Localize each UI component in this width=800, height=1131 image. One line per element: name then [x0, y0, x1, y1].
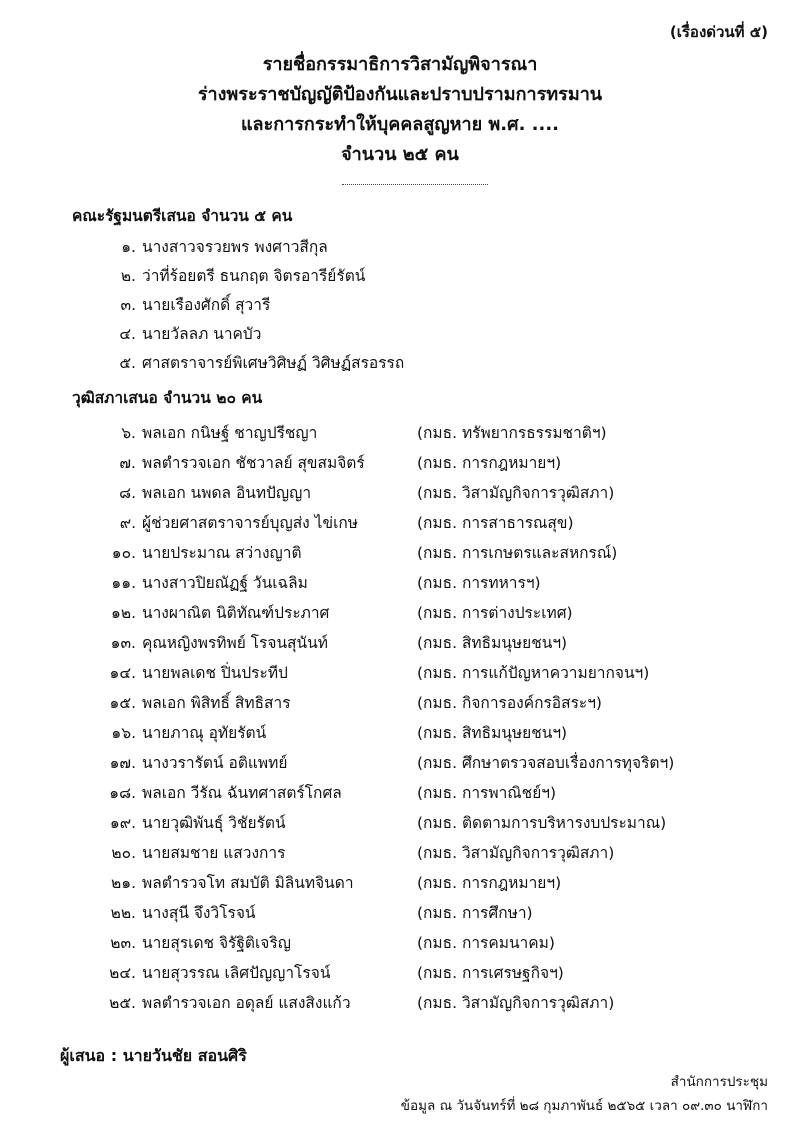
member-number: ๒๒. — [110, 904, 136, 922]
committee-affiliation: (กมธ. สิทธิมนุษยชนฯ) — [417, 724, 568, 742]
senate-member-row — [86, 720, 567, 745]
member-name: พลเอก นพดล อินทปัญญา — [142, 484, 312, 502]
member-name: พลเอก กนิษฐ์ ชาญปรีชญา — [142, 424, 318, 442]
member-name: ว่าที่ร้อยตรี ธนกฤต จิตรอารีย์รัตน์ — [142, 267, 366, 285]
member-name: นายสุวรรณ เลิศปัญญาโรจน์ — [142, 964, 331, 982]
member-name: คุณหญิงพรทิพย์ โรจนสุนันท์ — [142, 634, 328, 652]
committee-affiliation: (กมธ. วิสามัญกิจการวุฒิสภา) — [417, 484, 615, 502]
committee-affiliation: (กมธ. การสาธารณสุข) — [417, 514, 574, 532]
senate-member-row — [86, 810, 666, 835]
committee-affiliation: (กมธ. ทรัพยากรธรรมชาติฯ) — [417, 424, 607, 442]
senate-section-heading: วุฒิสภาเสนอ จำนวน ๒๐ คน — [72, 389, 263, 407]
committee-affiliation: (กมธ. ศึกษาตรวจสอบเรื่องการทุจริตฯ) — [417, 754, 675, 772]
senate-member-row — [86, 570, 541, 595]
member-number: ๑๒. — [111, 604, 136, 622]
title-line-4: จำนวน ๒๕ คน — [341, 144, 459, 165]
cabinet-member-row — [96, 263, 365, 288]
committee-affiliation: (กมธ. วิสามัญกิจการวุฒิสภา) — [417, 844, 615, 862]
member-name: นายสุรเดช จิรัฐิติเจริญ — [142, 934, 291, 952]
member-name: นางสุนี จึงวิโรจน์ — [142, 904, 256, 922]
senate-member-row — [86, 660, 649, 685]
committee-affiliation: (กมธ. การทหารฯ) — [417, 574, 541, 592]
member-name: นางสาวจรวยพร พงศาวสีกุล — [142, 238, 328, 256]
senate-member-row — [86, 420, 607, 445]
cabinet-member-row — [96, 321, 261, 346]
member-name: พลเอก พิสิทธิ์ สิทธิสาร — [142, 694, 291, 712]
member-number: ๓. — [120, 296, 136, 314]
member-name: พลตำรวจเอก อดุลย์ แสงสิงแก้ว — [142, 994, 351, 1012]
urgent-agenda-label: (เรื่องด่วนที่ ๕) — [669, 23, 768, 41]
member-number: ๑๓. — [110, 634, 136, 652]
member-name: นางสาวปิยณัฏฐ์ วันเฉลิม — [142, 574, 308, 592]
data-timestamp: ข้อมูล ณ วันจันทร์ที่ ๒๘ กุมภาพันธ์ ๒๕๖๕ เวลา ๐๙.๓๐ นาฬิกา — [400, 1098, 768, 1114]
member-name: นางวรารัตน์ อติแพทย์ — [142, 754, 288, 772]
senate-member-row — [86, 990, 614, 1015]
member-number: ๒๐. — [111, 844, 136, 862]
title-divider — [342, 184, 488, 185]
member-name: นายภาณุ อุทัยรัตน์ — [142, 724, 267, 742]
member-number: ๖. — [121, 424, 136, 442]
title-line-3: และการกระทำให้บุคคลสูญหาย พ.ศ. .... — [240, 114, 560, 135]
member-number: ๑๔. — [109, 664, 136, 682]
member-name: พลเอก วีรัณ ฉันทศาสตร์โกศล — [142, 784, 342, 802]
member-name: นายวัลลภ นาคบัว — [142, 325, 262, 343]
issuing-office: สำนักการประชุม — [670, 1074, 768, 1090]
committee-affiliation: (กมธ. การต่างประเทศ) — [417, 604, 573, 622]
committee-affiliation: (กมธ. การศึกษา) — [417, 904, 533, 922]
member-number: ๒๑. — [111, 874, 136, 892]
member-name: นายพลเดช ปิ่นประทีป — [142, 664, 288, 682]
senate-member-row — [86, 840, 614, 865]
committee-affiliation: (กมธ. การเกษตรและสหกรณ์) — [417, 544, 618, 562]
committee-affiliation: (กมธ. วิสามัญกิจการวุฒิสภา) — [417, 994, 615, 1012]
senate-member-row — [86, 870, 561, 895]
senate-member-row — [86, 780, 556, 805]
document-title — [0, 50, 800, 170]
member-number: ๑๙. — [109, 814, 136, 832]
member-name: พลตำรวจเอก ชัชวาลย์ สุขสมจิตร์ — [142, 454, 365, 472]
senate-member-row — [86, 960, 564, 985]
member-name: ศาสตราจารย์พิเศษวิศิษฏ์ วิศิษฏ์สรอรรถ — [142, 354, 405, 372]
member-name: นางผาณิต นิติทัณฑ์ประภาศ — [142, 604, 330, 622]
member-number: ๒. — [120, 267, 136, 285]
committee-affiliation: (กมธ. การพาณิชย์ฯ) — [417, 784, 557, 802]
member-number: ๑๖. — [111, 724, 136, 742]
member-number: ๔. — [119, 325, 136, 343]
member-number: ๕. — [119, 354, 136, 372]
member-number: ๑๗. — [109, 754, 136, 772]
senate-member-row — [86, 690, 602, 715]
member-number: ๑๕. — [109, 694, 136, 712]
title-line-2: ร่างพระราชบัญญัติป้องกันและปราบปรามการทรมาน — [197, 84, 603, 105]
member-number: ๑๐. — [111, 544, 136, 562]
member-name: นายวุฒิพันธุ์ วิชัยรัตน์ — [142, 814, 286, 832]
committee-affiliation: (กมธ. การแก้ปัญหาความยากจนฯ) — [417, 664, 650, 682]
member-name: พลตำรวจโท สมบัติ มิลินทจินดา — [142, 874, 354, 892]
committee-affiliation: (กมธ. สิทธิมนุษยชนฯ) — [417, 634, 568, 652]
senate-member-row — [86, 540, 617, 565]
senate-member-row — [86, 510, 574, 535]
senate-member-row — [86, 480, 614, 505]
member-number: ๑. — [121, 238, 136, 256]
committee-affiliation: (กมธ. การกฎหมายฯ) — [417, 874, 562, 892]
committee-affiliation: (กมธ. การกฎหมายฯ) — [417, 454, 562, 472]
member-name: นายสมชาย แสวงการ — [142, 844, 286, 862]
senate-member-row — [86, 900, 533, 925]
member-name: นายประมาณ สว่างญาติ — [142, 544, 302, 562]
member-number: ๒๕. — [109, 994, 136, 1012]
committee-affiliation: (กมธ. ติดตามการบริหารงบประมาณ) — [417, 814, 667, 832]
member-number: ๙. — [119, 514, 136, 532]
cabinet-member-row — [96, 350, 404, 375]
member-number: ๒๔. — [109, 964, 136, 982]
member-number: ๗. — [119, 454, 136, 472]
member-number: ๘. — [119, 484, 136, 502]
member-number: ๑๑. — [111, 574, 136, 592]
committee-affiliation: (กมธ. การเศรษฐกิจฯ) — [417, 964, 564, 982]
senate-member-row — [86, 930, 555, 955]
member-number: ๑๘. — [109, 784, 136, 802]
senate-member-row — [86, 600, 573, 625]
committee-affiliation: (กมธ. การคมนาคม) — [417, 934, 555, 952]
member-name: ผู้ช่วยศาสตราจารย์บุญส่ง ไข่เกษ — [142, 514, 358, 532]
cabinet-section-heading: คณะรัฐมนตรีเสนอ จำนวน ๕ คน — [72, 207, 293, 225]
title-line-1: รายชื่อกรรมาธิการวิสามัญพิจารณา — [262, 54, 538, 75]
member-number: ๒๓. — [110, 934, 136, 952]
committee-affiliation: (กมธ. กิจการองค์กรอิสระฯ) — [417, 694, 602, 712]
cabinet-member-row — [96, 292, 270, 317]
senate-member-row — [86, 630, 567, 655]
proposer-line: ผู้เสนอ : นายวันชัย สอนศิริ — [60, 1046, 247, 1065]
senate-member-row — [86, 450, 561, 475]
member-name: นายเรืองศักดิ์ สุวารี — [142, 296, 271, 314]
cabinet-member-row — [96, 234, 328, 259]
senate-member-row — [86, 750, 674, 775]
